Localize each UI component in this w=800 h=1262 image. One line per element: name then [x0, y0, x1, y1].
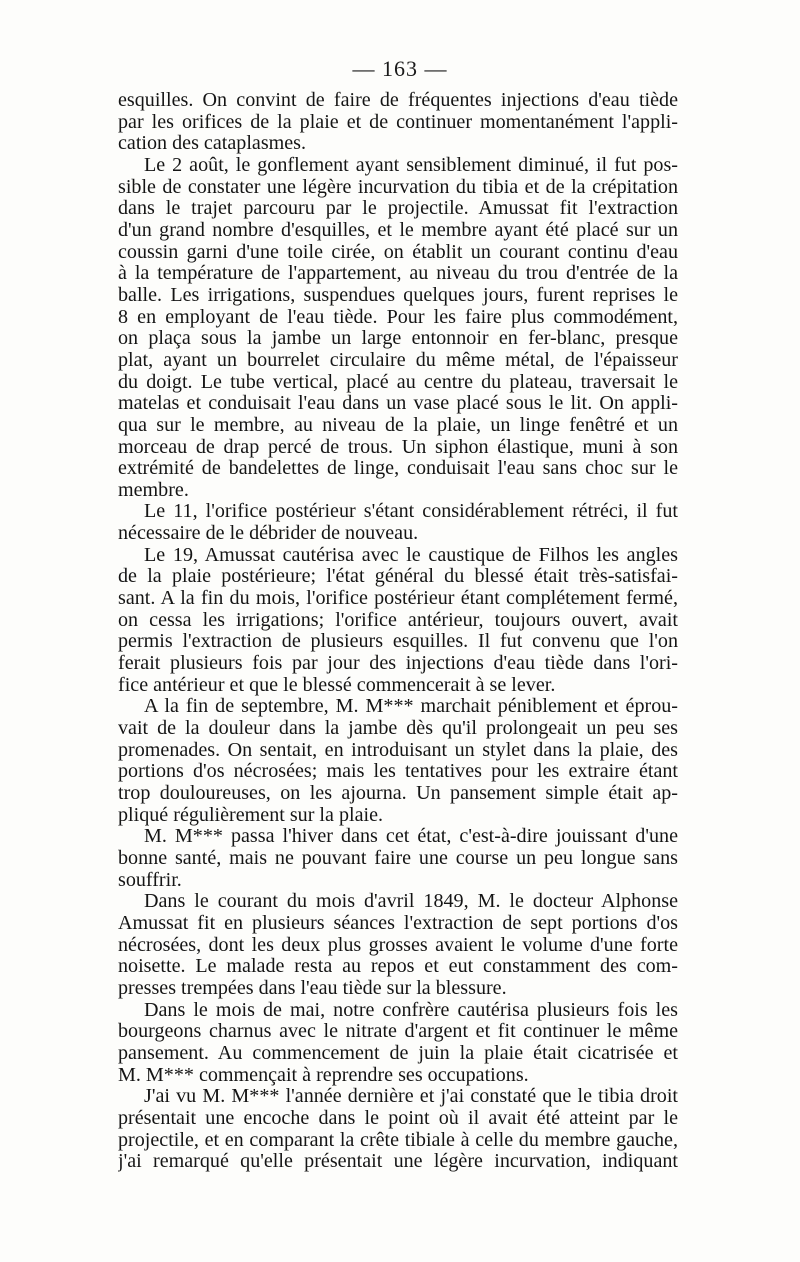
text-line: A la fin de septembre, M. M*** marchait péniblement et éprou- — [144, 696, 678, 718]
text-line: bonne santé, mais ne pouvant faire une course un peu longue sans — [118, 847, 678, 869]
text-line: noisette. Le malade resta au repos et eut constamment des com- — [118, 956, 678, 978]
text-line: portions d'os nécrosées; mais les tentatives pour les extraire étant — [118, 761, 678, 783]
text-line: on plaça sous la jambe un large entonnoir en fer-blanc, presque — [118, 328, 678, 350]
body-text — [118, 90, 678, 1173]
text-line: Amussat fit en plusieurs séances l'extraction de sept portions d'os — [118, 912, 678, 934]
text-line: plat, ayant un bourrelet circulaire du même métal, de l'épaisseur — [118, 349, 678, 371]
text-line: coussin garni d'une toile cirée, on établit un courant continu d'eau — [118, 241, 678, 263]
text-line: nécrosées, dont les deux plus grosses avaient le volume d'une forte — [118, 934, 678, 956]
text-line: souffrir. — [118, 869, 182, 891]
text-line: dans le trajet parcouru par le projectile. Amussat fit l'extraction — [118, 198, 678, 220]
text-line: d'un grand nombre d'esquilles, et le membre ayant été placé sur un — [118, 219, 678, 241]
text-line: à la température de l'appartement, au niveau du trou d'entrée de la — [118, 263, 678, 285]
text-line: Le 2 août, le gonflement ayant sensiblement diminué, il fut pos- — [144, 154, 678, 176]
text-line: projectile, et en comparant la crête tibiale à celle du membre gauche, — [118, 1129, 678, 1151]
text-line: ferait plusieurs fois par jour des injections d'eau tiède dans l'ori- — [118, 653, 678, 675]
text-line: matelas et conduisait l'eau dans un vase placé sous le lit. On appli- — [118, 393, 678, 415]
text-line: extrémité de bandelettes de linge, conduisait l'eau sans choc sur le — [118, 458, 678, 480]
text-line: pliqué régulièrement sur la plaie. — [118, 804, 384, 826]
text-line: présentait une encoche dans le point où il avait été atteint par le — [118, 1107, 678, 1129]
text-line: on cessa les irrigations; l'orifice antérieur, toujours ouvert, avait — [118, 609, 678, 631]
text-line: promenades. On sentait, en introduisant un stylet dans la plaie, des — [118, 739, 678, 761]
page-number: — 163 — — [352, 56, 448, 81]
text-line: Le 11, l'orifice postérieur s'étant considérablement rétréci, il fut — [144, 501, 678, 523]
text-line: nécessaire de le débrider de nouveau. — [118, 523, 419, 545]
text-line: de la plaie postérieure; l'état général du blessé était très-satisfai- — [118, 566, 678, 588]
text-line: Le 19, Amussat cautérisa avec le caustique de Filhos les angles — [144, 544, 678, 566]
text-line: permis l'extraction de plusieurs esquilles. Il fut convenu que l'on — [118, 631, 678, 653]
text-line: trop douloureuses, on les ajourna. Un pansement simple était ap- — [118, 783, 678, 804]
text-line: j'ai remarqué qu'elle présentait une légère incurvation, indiquant — [118, 1151, 678, 1173]
text-line: presses trempées dans l'eau tiède sur la blessure. — [118, 977, 507, 999]
text-line: M. M*** commençait à reprendre ses occupations. — [118, 1064, 529, 1086]
text-line: esquilles. On convint de faire de fréquentes injections d'eau tiède — [118, 90, 678, 111]
text-line: 8 en employant de l'eau tiède. Pour les faire plus commodément, — [118, 306, 678, 328]
text-line: Dans le mois de mai, notre confrère cautérisa plusieurs fois les — [144, 999, 678, 1021]
text-line: qua sur le membre, au niveau de la plaie, un linge fenêtré et un — [118, 414, 678, 436]
text-line: membre. — [118, 479, 189, 501]
text-line: Dans le courant du mois d'avril 1849, M. le docteur Alphonse — [144, 891, 678, 913]
text-line: sant. A la fin du mois, l'orifice postérieur étant complétement fermé, — [118, 588, 678, 610]
text-line: balle. Les irrigations, suspendues quelques jours, furent reprises le — [118, 284, 678, 306]
text-line: bourgeons charnus avec le nitrate d'argent et fit continuer le même — [118, 1021, 678, 1043]
text-line: vait de la douleur dans la jambe dès qu'il prolongeait un peu ses — [118, 718, 678, 740]
text-line: J'ai vu M. M*** l'année dernière et j'ai constaté que le tibia droit — [144, 1086, 678, 1108]
text-line: pansement. Au commencement de juin la plaie était cicatrisée et — [118, 1042, 678, 1064]
text-line: sible de constater une légère incurvation du tibia et de la crépitation — [118, 176, 678, 198]
text-line: M. M*** passa l'hiver dans cet état, c'est-à-dire jouissant d'une — [144, 826, 678, 848]
text-line: cation des cataplasmes. — [118, 133, 307, 155]
text-line: du doigt. Le tube vertical, placé au centre du plateau, traversait le — [118, 371, 678, 393]
text-line: morceau de drap percé de trous. Un siphon élastique, muni à son — [118, 436, 678, 458]
text-line: fice antérieur et que le blessé commencerait à se lever. — [118, 674, 556, 696]
text-line: par les orifices de la plaie et de continuer momentanément l'appli- — [118, 111, 678, 133]
